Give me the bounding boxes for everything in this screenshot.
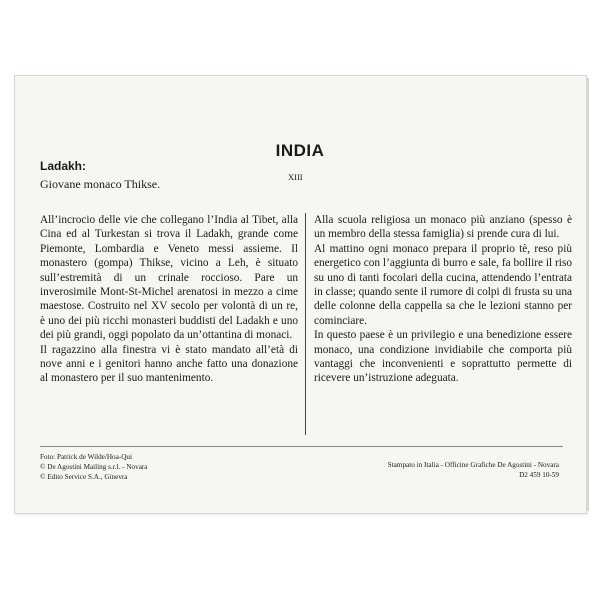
credit-distributor: © Edito Service S.A., Ginevra <box>40 473 128 481</box>
region-heading: Ladakh: <box>40 159 87 173</box>
credit-publisher: © De Agostini Mailing s.r.l. - Novara <box>40 463 148 471</box>
card-code: D2 459 10-59 <box>519 471 559 479</box>
left-paragraph-1: All’incrocio delle vie che collegano l’India al Tibet, alla Cina ed al Turkestan si trova il Ladakh, grande come Piemonte, Lombardia e Veneto messi assieme. Il monastero (gompa) Thikse, vicino a Leh, è situato sull’estremità di un crinale roccioso. Pare un inverosimile Mont-St-Michel arenatosi in mezzo a cime maestose. Costruito nel XV secolo per volontà di un re, è uno dei più ricchi monasteri buddisti del Ladakh e uno dei più grandi, oggi popolato da un’ottantina di monaci. <box>40 214 298 342</box>
right-paragraph-3: In questo paese è un privilegio e una benedizione essere monaco, una condizione invidiabile che comporta più vantaggi che inconvenienti e soprattutto permette di ricevere un’istruzione adeguata. <box>314 329 572 385</box>
column-divider <box>305 213 306 435</box>
footer-divider <box>40 446 563 447</box>
subject-caption: Giovane monaco Thikse. <box>40 177 161 191</box>
credit-photo: Foto: Patrick de Wilde/Hoa-Qui <box>40 453 133 461</box>
left-text-column <box>40 213 298 386</box>
printer-line: Stampato in Italia - Officine Grafiche De Agostini - Novara <box>387 461 559 469</box>
right-paragraph-2: Al mattino ogni monaco prepara il proprio tè, reso più energetico con l’aggiunta di burro e sale, fa bollire il riso su uno di tanti focolari della cucina, attendendo l’entrata in classe; quando sente il rumore di colpi di frusta su una delle colonne della cappella sa che le lezioni stanno per cominciare. <box>314 242 572 327</box>
card-title: INDIA <box>275 141 325 160</box>
left-paragraph-2: Il ragazzino alla finestra vi è stato mandato all’età di nove anni e i genitori hanno anche fatto una donazione al monastero per il suo mantenimento. <box>40 343 298 385</box>
right-paragraph-1: Alla scuola religiosa un monaco più anziano (spesso è un membro della stessa famiglia) si prende cura di lui. <box>314 214 572 241</box>
plate-number: XIII <box>288 172 303 182</box>
right-text-column <box>314 213 572 386</box>
photo-credits <box>40 452 147 482</box>
print-info <box>388 460 559 480</box>
